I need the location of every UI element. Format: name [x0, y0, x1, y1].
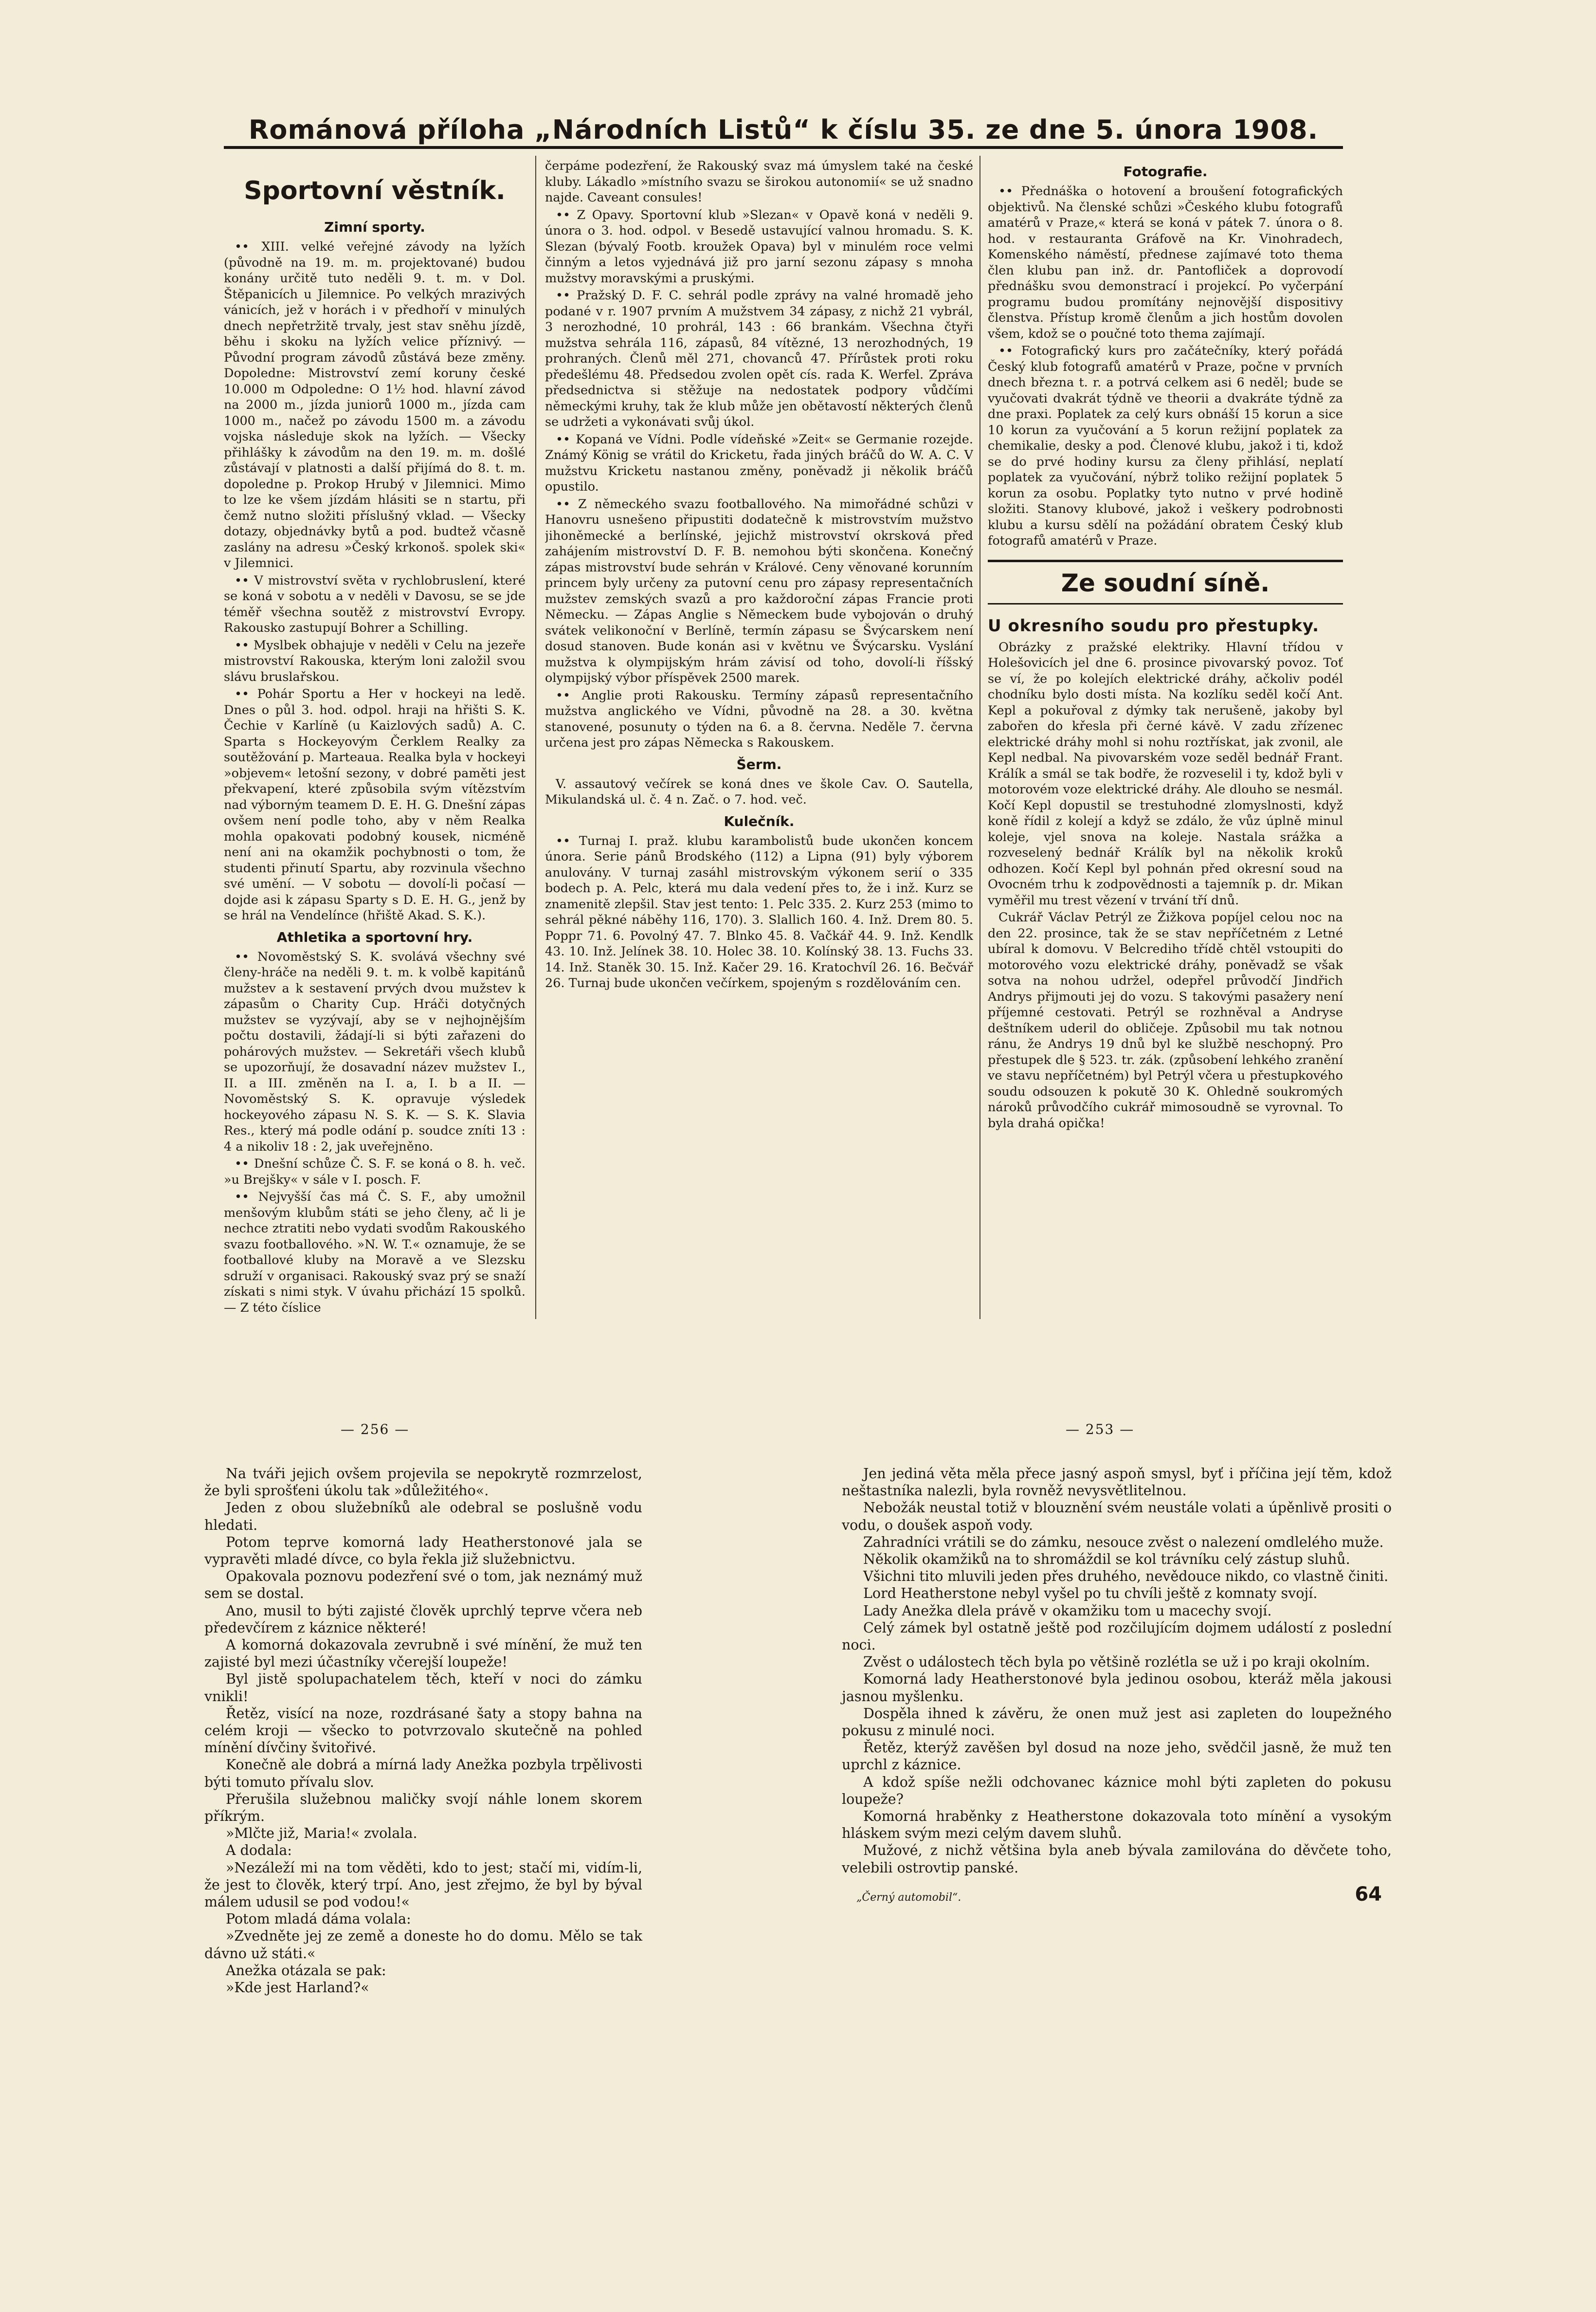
- novel-paragraph: Opakovala poznovu podezření své o tom, jak neznámý muž sem se dostal.: [204, 1568, 642, 1602]
- novel-paragraph: Potom teprve komorná lady Heatherstonové jala se vypravěti mladé dívce, co byla řekla již služebnictvu.: [204, 1534, 642, 1568]
- novel-paragraph: Dospěla ihned k závěru, že onen muž jest asi zapleten do loupežného pokusu z minulé noci.: [842, 1705, 1392, 1739]
- column-divider: [535, 156, 536, 1319]
- novel-paragraph: Několik okamžiků na to shromáždil se kol trávníku celý zástup sluhů.: [863, 1551, 1350, 1568]
- article-paragraph: •• Anglie proti Rakousku. Termíny zápasů representačního mužstva anglického ve Vídni, původně na 28. a 30. května stanovené, posunuty o týden na 6. a 8. června. Neděle 7. června určena jest pro zápas Německa s Rakouskem.: [545, 688, 973, 750]
- novel-paragraph: Lord Heatherstone nebyl vyšel po tu chvíli ještě z komnaty svojí.: [863, 1585, 1318, 1602]
- novel-paragraph: A komorná dokazovala zevrubně i své mínění, že muž ten zajisté byl mezi účastníky včerejší loupeže!: [204, 1637, 642, 1670]
- novel-paragraph: Přerušila služebnou maličky svojí náhle lonem skorem příkrým.: [204, 1791, 642, 1825]
- signature-number: 64: [1355, 1883, 1382, 1906]
- page-number-right: — 253 —: [1066, 1421, 1135, 1437]
- novel-paragraph: »Nezáleží mi na tom věděti, kdo to jest; stačí mi, vidím-li, že jest to člověk, který trpí. Ano, jest zřejmo, že byl by býval málem udusil se pod vodou!«: [204, 1859, 642, 1910]
- novel-paragraph: Ano, musil to býti zajisté člověk uprchlý teprve včera neb předevčírem z káznice některé!: [204, 1602, 642, 1636]
- subsection-heading: Kulečník.: [724, 813, 795, 829]
- article-paragraph: •• Myslbek obhajuje v neděli v Celu na jezeře mistrovství Rakouska, kterým loni založil svou slávu bruslařskou.: [224, 638, 526, 684]
- article-paragraph: •• Pražský D. F. C. sehrál podle zprávy na valné hromadě jeho podané v r. 1907 prvním A mužstvem 34 zápasy, z nichž 21 vybrál, 3 nerozhodné, 10 prohrál, 143 : 66 brankám. Všechna čtyři mužstva sehrála 116, zápasů, 84 vítězné, 13 nerozhodných, 19 prohraných. Členů měl 271, chovanců 47. Přírůstek proti roku předešlému 48. Předsedou zvolen opět cís. rada K. Werfel. Zpráva předsednictva si stěžuje na nedostatek podpory vůdčími německými kruhy, tak že klub může jen obětavostí některých členů se udržeti a vykonávati svůj úkol.: [545, 288, 973, 429]
- masthead-rule: [224, 146, 1343, 149]
- subsection-heading: U okresního soudu pro přestupky.: [988, 616, 1319, 636]
- novel-paragraph: Komorná hraběnky z Heatherstone dokazovala toto mínění a vysokým hláskem svým mezi celým davem sluhů.: [842, 1808, 1392, 1842]
- novel-paragraph: A kdož spíše nežli odchovanec káznice mohl býti zapleten do pokusu loupeže?: [842, 1774, 1392, 1807]
- novel-paragraph: Mužové, z nichž většina byla aneb bývala zamilována do děvčete toho, velebili ostrovtip panské.: [842, 1842, 1392, 1876]
- article-paragraph: Cukrář Václav Petrýl ze Žižkova popíjel celou noc na den 22. prosince, tak že se stav nepříčetném z Letné ubíral k domovu. V Belcrediho třídě chtěl vstoupiti do motorového vozu elektrické dráhy, poněvadž se však sotva na nohou udržel, odepřel průvodčí Jindřich Andrys přijmouti jej do vozu. S takovými pasažery není příjemné cestovati. Petrýl se rozhněval a Andryse deštníkem uderil do obličeje. Způsobil mu tak notnou ránu, že Andrys 19 dnů byl ke službě neschopný. Pro přestupek dle § 523. tr. zák. (způsobení lehkého zranění ve stavu nepříčetném) byl Petrýl včera u přestupkového soudu odsouzen k pokutě 30 K. Ohledně soukromých nároků průvodčího cukrář mimosoudně se vyrovnal. To byla drahá opička!: [988, 910, 1343, 1131]
- novel-paragraph: Potom mladá dáma volala:: [226, 1911, 411, 1927]
- novel-paragraph: »Kde jest Harland?«: [226, 1980, 369, 1996]
- novel-paragraph: Anežka otázala se pak:: [226, 1962, 386, 1979]
- column-divider: [979, 156, 980, 1319]
- novel-paragraph: Řetěz, kterýž zavěšen byl dosud na noze jeho, svědčil jasně, že muž ten uprchl z káznice.: [842, 1740, 1392, 1773]
- novel-page-right: [842, 1465, 1392, 1906]
- novel-paragraph: »Zvedněte jej ze země a doneste ho do domu. Mělo se tak dávno už státi.«: [204, 1928, 642, 1962]
- photo-court-column: [988, 158, 1343, 1326]
- novel-paragraph: Na tváři jejich ovšem projevila se nepokrytě rozmrzelost, že byli sprošťeni úkolu tak »důležitého«.: [204, 1466, 642, 1499]
- article-paragraph: •• Přednáška o hotovení a broušení fotografických objektivů. Na členské schůzi »Českého klubu fotografů amatérů v Praze,« která se koná v pátek 7. února o 8. hod. v restauranta Gráfově na Kr. Vinohradech, Komenského náměstí, přednese zajímavé toto thema člen klubu pan inž. dr. Pantofliček a doprovodí přednášku svou demonstrací i projekcí. Po vyčerpání programu budou promítány nejnovější dispositivy členstva. Přístup kromě členům a jich hostům dovolen všem, kdož se o poučné toto thema zajímají.: [988, 184, 1343, 341]
- novel-paragraph: A dodala:: [226, 1842, 292, 1859]
- masthead: Románová příloha „Národních Listů“ k číslu 35. ze dne 5. února 1908.: [248, 114, 1319, 145]
- novel-paragraph: Byl jistě spolupachatelem těch, kteří v noci do zámku vnikli!: [204, 1671, 642, 1705]
- page-number-left: — 256 —: [341, 1421, 410, 1437]
- article-paragraph: •• Z německého svazu footballového. Na mimořádné schůzi v Hanovru usnešeno připustiti dodatečně k mistrovstvím mužstvo jihoněmecké a berlínské, jejichž mistrovství okrsková před zahájením mistrovství D. F. B. nemohou býti skončena. Konečný zápas mistrovství bude sehrán v Králové. Ceny věnované korunním princem byly určeny za putovní cenu pro zápasy representačních mužstev zemských svazů a pro každoroční zápas Francie proti Německu. — Zápas Anglie s Německem bude vybojován o druhý svátek velikonoční v Berlíně, termín zápasu se Švýcarskem není dosud stanoven. Bude konán asi v květnu ve Švýcarsku. Vyslání mužstva k olympijským hrám závisí od toho, dovolí-li říšský olympijský výbor příspěvek 2500 marek.: [545, 496, 973, 685]
- novel-title-footer: „Černý automobil“.: [856, 1891, 961, 1904]
- sports-column-continued: [545, 158, 973, 1326]
- novel-page-left: [204, 1465, 642, 1996]
- article-paragraph: •• V mistrovství světa v rychlobruslení, které se koná v sobotu a v neděli v Davosu, se se jde téměř všechna soutěž z mistrovství Evropy. Rakousko zastupují Bohrer a Schilling.: [224, 573, 526, 635]
- novel-paragraph: Všichni tito mluvili jeden přes druhého, nevědouce nikdo, co vlastně činiti.: [863, 1568, 1389, 1585]
- novel-paragraph: Zahradníci vrátili se do zámku, nesouce zvěst o nalezení omdlelého muže.: [863, 1534, 1384, 1550]
- article-paragraph: •• Dnešní schůze Č. S. F. se koná o 8. h. več. »u Brejšky« v sále v I. posch. F.: [224, 1156, 526, 1187]
- article-paragraph: V. assautový večírek se koná dnes ve škole Cav. O. Sautella, Mikulandská ul. č. 4 n. Zač. o 7. hod. več.: [545, 776, 973, 807]
- section-title: Ze soudní síně.: [1061, 569, 1270, 597]
- article-paragraph: •• Kopaná ve Vídni. Podle vídeňské »Zeit« se Germanie rozejde. Známý König se vrátil do Kricketu, řada jiných bráčů do W. A. C. V mužstvu Kricketu nastanou změny, poněvadž ji několik bráčů opustilo.: [545, 432, 973, 494]
- subsection-heading: Fotografie.: [1123, 164, 1208, 180]
- subsection-heading: Zimní sporty.: [324, 219, 425, 235]
- subsection-heading: Šerm.: [736, 756, 782, 772]
- article-paragraph: •• Z Opavy. Sportovní klub »Slezan« v Opavě koná v neděli 9. února o 3. hod. odpol. v Besedě ustavující valnou hromadu. S. K. Slezan (bývalý Footb. kroužek Opava) byl v minulém roce velmi činným a letos vyjednává již pro jarní sezonu zápasy s mnoha mužstvy moravskými a pruskými.: [545, 207, 973, 286]
- novel-paragraph: Zvěst o událostech těch byla po většině rozlétla se už i po kraji okolním.: [863, 1654, 1370, 1670]
- novel-paragraph: Konečně ale dobrá a mírná lady Anežka pozbyla trpělivosti býti tomuto přívalu slov.: [204, 1757, 642, 1790]
- novel-paragraph: »Mlčte již, Maria!« zvolala.: [226, 1825, 417, 1842]
- novel-footer: [842, 1883, 1392, 1906]
- novel-paragraph: Jeden z obou služebníků ale odebral se poslušně vodu hledati.: [204, 1500, 642, 1533]
- article-paragraph: •• Novoměstský S. K. svolává všechny své členy-hráče na neděli 9. t. m. k volbě kapitánů mužstev a k sestavení prvých dvou mužstev k zápasům o Charity Cup. Hráči dotyčných mužstev se vyzývají, aby se v nejhojnějším počtu dostavili, žádají-li si býti zařazeni do pohárových mužstev. — Sekretáři všech klubů se upozorňují, že dosavadní název mužstev I., II. a III. změněn na I. a, I. b a II. — Novoměstský S. K. opravuje výsledek hockeyového zápasu N. S. K. — S. K. Slavia Res., který má podle odání p. soudce zníti 13 : 4 a nikoliv 18 : 2, jak uveřejněno.: [224, 949, 526, 1154]
- section-title: Sportovní věstník.: [244, 176, 506, 205]
- article-paragraph: •• Turnaj I. praž. klubu karambolistů bude ukončen koncem února. Serie pánů Brodského (112) a Lipna (91) byly výborem anulovány. V turnaj zasáhl mistrovským výkonem serií o 335 bodech p. A. Pelc, která mu dala vedení přes to, že i inž. Kurz se znamenitě zlepšil. Stav jest tento: 1. Pelc 335. 2. Kurz 253 (mimo to sehrál pěkné náběhy 116, 170). 3. Slallich 160. 4. Inž. Drem 80. 5. Poppr 71. 6. Povolný 47. 7. Blnko 45. 8. Vačkář 44. 9. Inž. Kendlk 43. 10. Inž. Jelínek 38. 10. Holec 38. 10. Kolínský 38. 13. Fuchs 33. 14. Inž. Staněk 30. 15. Inž. Kačer 29. 16. Kratochvíl 26. 16. Bečvář 26. Turnaj bude ukončen večírkem, spojeným s rozdělováním cen.: [545, 833, 973, 991]
- subsection-heading: Athletika a sportovní hry.: [276, 929, 473, 945]
- novel-paragraph: Komorná lady Heatherstonové byla jedinou osobou, kteráž měla jakousi jasnou myšlenku.: [842, 1671, 1392, 1705]
- article-paragraph: Obrázky z pražské elektriky. Hlavní třídou v Holešovicích jel dne 6. prosince pivovarský povoz. Toť se ví, že po kolejích elektrické dráhy, ačkoliv podél chodníku bylo dosti místa. Na kozlíku seděl kočí Ant. Kepl a pokuřoval z dýmky tak nerušeně, jakoby byl zabořen do křesla při černé kávě. V zadu zřízenec elektrické dráhy mohl si nohu roztřískat, jak zvonil, ale Kepl nedbal. Na pivovarském voze seděl bednář Frant. Králík a smál se tak bodře, že rozveselil i ty, kdož byli v motorovém voze elektrické dráhy. Ale dlouho se nesmál. Kočí Kepl dopustil se trestuhodné zlomyslnosti, když koně řídil z kolejí a když se zdálo, že vůz úplně minul koleje, vjel snova na koleje. Nastala srážka a rozveselený bednář Králík byl na několik kroků odhozen. Kočí Kepl byl pohnán před okresní soud na Ovocném trhu k zodpovědnosti a tajemník p. dr. Mikan vyměřil mu trest vězení v trvání tří dnů.: [988, 640, 1343, 908]
- article-paragraph: •• Fotografický kurs pro začátečníky, který pořádá Český klub fotografů amatérů v Praze, počne v prvních dnech března t. r. a potrvá celkem asi 6 neděl; bude se vyučovati dvakrát týdně ve theorii a dvakráte týdně za dne praxi. Poplatek za celý kurs obnáší 15 korun a sice 10 korun za vyučování a 5 korun režijní poplatek za chemikalie, desky a pod. Členové klubu, jakož i ti, kdož se do prvé hodiny kursu za členy přihlásí, neplatí poplatek za vyučování, nýbrž toliko režijní poplatek 5 korun za osobu. Poplatky tyto nutno v prvé hodině složiti. Stanovy klubové, jakož i veškery podrobnosti klubu a kursu sdělí na požádání obratem Český klub fotografů amatérů v Praze.: [988, 344, 1343, 548]
- novel-paragraph: Nebožák neustal totiž v blouznění svém neustále volati a úpěnlivě prositi o vodu, o doušek aspoň vody.: [842, 1500, 1392, 1533]
- novel-paragraph: Lady Anežka dlela právě v okamžiku tom u macechy svojí.: [863, 1602, 1272, 1619]
- article-paragraph: •• Pohár Sportu a Her v hockeyi na ledě. Dnes o půl 3. hod. odpol. hraji na hřišti S. K. Čechie v Karlíně (u Kaizlových sadů) A. C. Sparta s Hockeyovým Čerklem Realky za soutěžování p. Marteaua. Realka byla v hockeyi »objevem« letošní sezony, v dobré paměti jest překvapení, které způsobila svým vítězstvím nad výborným teamem D. E. H. G. Dnešní zápas ovšem není podle toho, aby v něm Realka mohla opakovati podobný kousek, nicméně není ani na okamžik pochybnosti o tom, že studenti přinutí Spartu, aby rozvinula všechno své umění. — V sobotu — dovolí-li počasí — dojde asi k zápasu Sparty s D. E. H. G., jenž by se hrál na Vendelínce (hřiště Akad. S. K.).: [224, 687, 526, 923]
- article-paragraph: •• Nejvyšší čas má Č. S. F., aby umožnil menšovým klubům státi se jeho členy, ač li je nechce ztratiti nebo vydati svodům Rakouského svazu footballového. »N. W. T.« oznamuje, že se footballové kluby na Moravě a ve Slezsku sdruží v organisaci. Rakouský svaz prý se snaží získati s nimi styk. V úvahu přichází 15 spolků. — Z této číslice: [224, 1190, 526, 1315]
- sports-column: [224, 158, 526, 1326]
- article-paragraph: čerpáme podezření, že Rakouský svaz má úmyslem také na české kluby. Lákadlo »místního svazu se širokou autonomií« se už snadno najde. Caveant consules!: [545, 159, 973, 205]
- article-paragraph: •• XIII. velké veřejné závody na lyžích (původně na 19. m. m. projektované) budou konány určitě tuto neděli 9. t. m. v Dol. Štěpanicích u Jilemnice. Po velkých mrazivých vánicích, jež v horách i v předhoří v minulých dnech nepřetržitě trvaly, jest stav sněhu jízdě, běhu i skoku na lyžích velice příznivý. — Původní program závodů zůstává beze změny. Dopoledne: Mistrovství zemí koruny české 10.000 m Odpoledne: O 1½ hod. hlavní závod na 2000 m., jízda juniorů 1000 m., jízda cam 1000 m., načež po závodu 1500 m. a závodu vojska následuje skok na lyžích. — Všecky přihlášky k závodům na den 19. m. m. došlé zůstávají v platnosti a další přijímá do 8. t. m. dopoledne p. Prokop Hrubý v Jilemnici. Mimo to lze ke všem jízdám hlásiti se n startu, při čemž nutno složiti příslušný vklad. — Všecky dotazy, objednávky bytů a pod. budtež včasně zaslány na adresu »Český krkonoš. spolek ski« v Jilemnici.: [224, 239, 526, 570]
- novel-paragraph: Celý zámek byl ostatně ještě pod rozčilujícím dojmem událostí z poslední noci.: [842, 1619, 1392, 1653]
- novel-paragraph: Řetěz, visící na noze, rozdrásané šaty a stopy bahna na celém kroji — všecko to potvrzovalo skutečně na pohled mínění dívčiny švitořivé.: [204, 1705, 642, 1756]
- section-title-box: [988, 560, 1343, 605]
- novel-paragraph: Jen jediná věta měla přece jasný aspoň smysl, byť i příčina její těm, kdož neštastníka nalezli, byla rovněž nevysvětlitelnou.: [842, 1466, 1392, 1499]
